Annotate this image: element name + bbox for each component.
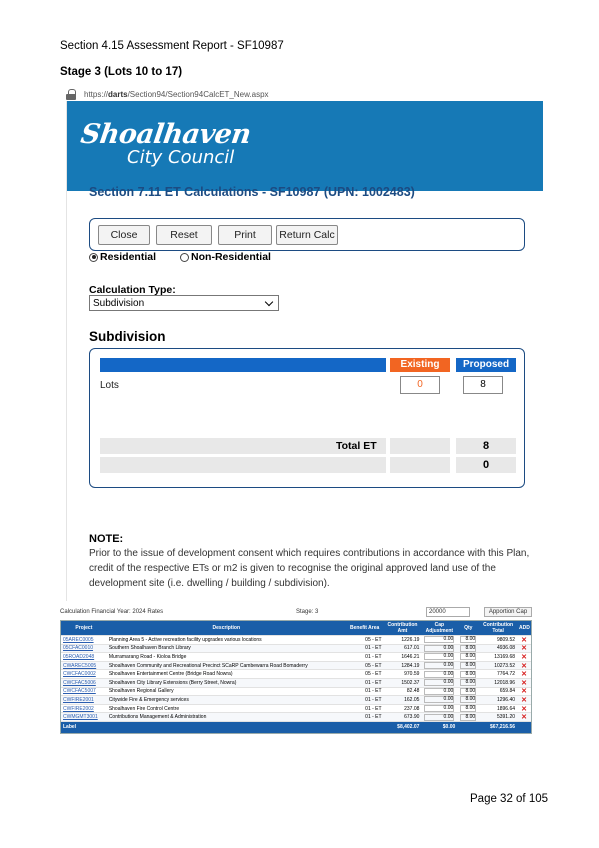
subdivision-heading: Subdivision: [89, 329, 166, 344]
contribution-amt-cell: 970.59: [404, 671, 420, 678]
delete-icon[interactable]: ✕: [521, 688, 527, 696]
table-row: [61, 712, 531, 721]
qty-input[interactable]: 8.00: [460, 671, 476, 678]
net-existing-cell: [390, 457, 450, 473]
qty-input[interactable]: 8.00: [460, 636, 476, 643]
contribution-total-cell: 1296.40: [496, 696, 516, 703]
contribution-amt-cell: 1646.21: [401, 653, 420, 660]
cap-adjustment-input[interactable]: 0.00: [424, 705, 454, 712]
qty-input[interactable]: 8.00: [460, 705, 476, 712]
cap-adjustment-input[interactable]: 0.00: [424, 662, 454, 669]
return-calc-button[interactable]: Return Calc: [276, 225, 338, 245]
description-cell: Contributions Management & Administration: [108, 714, 207, 721]
project-link[interactable]: CWFIRE2002: [63, 705, 94, 712]
contribution-amt-cell: 82.48: [406, 688, 420, 695]
benefit-area-cell: 01 - ET: [365, 696, 382, 703]
council-banner: [67, 101, 543, 191]
qty-input[interactable]: 8.00: [460, 645, 476, 652]
delete-icon[interactable]: ✕: [521, 696, 527, 704]
contribution-amt-cell: 1284.19: [401, 662, 420, 669]
table-row: [61, 678, 531, 687]
description-cell: Southern Shoalhaven Branch Library: [108, 645, 191, 652]
cap-adjustment-input[interactable]: 0.00: [424, 679, 454, 686]
subdivision-panel: [89, 348, 525, 488]
benefit-area-cell: 01 - ET: [365, 688, 382, 695]
calc-type-select[interactable]: [89, 295, 279, 311]
net-et-value: 0: [482, 459, 490, 471]
footer-amt-total: $8,402.07: [397, 724, 420, 731]
benefit-area-cell: 01 - ET: [365, 714, 382, 721]
url-path: /Section94/Section94CalcET_New.aspx: [127, 89, 269, 99]
cap-adjustment-input[interactable]: 0.00: [424, 653, 454, 660]
project-link[interactable]: CWFIRE2001: [63, 696, 94, 703]
calc-screenshot: [66, 101, 542, 601]
existing-lots-input[interactable]: 0: [400, 376, 440, 394]
benefit-area-cell: 05 - ET: [365, 671, 382, 678]
total-et-label: Total ET: [336, 440, 377, 452]
residential-radio-label: Residential: [100, 251, 157, 263]
footer-label: Label: [63, 724, 77, 731]
caption-stage: Stage: 3: [296, 609, 319, 615]
contribution-amt-cell: 1226.19: [401, 636, 420, 643]
chevron-down-icon: [265, 297, 273, 305]
delete-icon[interactable]: ✕: [521, 679, 527, 687]
delete-icon[interactable]: ✕: [521, 705, 527, 713]
contribution-total-cell: 659.84: [499, 688, 516, 695]
delete-icon[interactable]: ✕: [521, 636, 527, 644]
lock-icon: [66, 89, 76, 100]
note-heading: NOTE:: [89, 533, 124, 545]
contribution-total-cell: 5391.20: [496, 714, 516, 721]
qty-input[interactable]: 8.00: [460, 679, 476, 686]
header-benefit-area: Benefit Area: [350, 625, 380, 631]
qty-input[interactable]: 8.00: [460, 696, 476, 703]
calc-title: Section 7.11 ET Calculations - SF10987 (UPN: 1002483): [89, 185, 415, 199]
cap-adjustment-input[interactable]: 0.00: [424, 696, 454, 703]
url-host: darts: [108, 89, 128, 99]
contribution-total-cell: 13169.68: [494, 653, 516, 660]
lots-row-label: Lots: [100, 380, 119, 391]
table-body: [61, 635, 531, 721]
contribution-total-cell: 7764.72: [496, 671, 516, 678]
table-header-row: [61, 621, 531, 635]
project-link[interactable]: CWAREC5005: [63, 662, 97, 669]
contribution-total-cell: 9809.52: [496, 636, 516, 643]
qty-input[interactable]: 8.00: [460, 653, 476, 660]
table-row: [61, 687, 531, 696]
qty-input[interactable]: 8.00: [460, 688, 476, 695]
print-button[interactable]: Print: [218, 225, 272, 245]
header-add: ADD: [519, 625, 530, 631]
non-residential-radio[interactable]: [180, 253, 189, 262]
total-existing-cell: [390, 438, 450, 454]
contributions-table: [60, 620, 532, 734]
cap-adjustment-input[interactable]: 0.00: [424, 714, 454, 721]
contribution-amt-cell: 617.01: [404, 645, 420, 652]
project-link[interactable]: CWCFAC0002: [63, 671, 96, 678]
calc-type-value: Subdivision: [93, 297, 145, 309]
contribution-total-cell: 12018.96: [494, 679, 516, 686]
contribution-amt-cell: 237.08: [404, 705, 420, 712]
footer-grand-total: $67,216.56: [490, 724, 516, 731]
page-number: Page 32 of 105: [470, 793, 549, 805]
residential-radio[interactable]: [89, 253, 98, 262]
table-row: [61, 704, 531, 713]
contribution-total-cell: 1896.64: [496, 705, 516, 712]
header-description: Description: [212, 625, 241, 631]
close-button[interactable]: Close: [98, 225, 150, 245]
header-cap-adjustment: Cap Adjustment: [425, 622, 454, 634]
logo-sub: City Council: [127, 147, 235, 168]
total-et-value: 8: [482, 440, 490, 452]
cap-adjustment-input[interactable]: 0.00: [424, 636, 454, 643]
benefit-area-cell: 01 - ET: [365, 645, 382, 652]
table-row: [61, 661, 531, 670]
cap-adjustment-input[interactable]: 0.00: [424, 645, 454, 652]
benefit-area-cell: 01 - ET: [365, 705, 382, 712]
contribution-amt-cell: 162.05: [404, 696, 420, 703]
qty-input[interactable]: 8.00: [460, 662, 476, 669]
header-contribution-amt: Contribution Amt: [387, 622, 418, 634]
calc-type-label: Calculation Type:: [89, 284, 176, 296]
header-qty: Qty: [464, 625, 473, 631]
description-cell: Shoalhaven Regional Gallery: [108, 688, 174, 695]
benefit-area-cell: 05 - ET: [365, 636, 382, 643]
net-label-cell: [100, 457, 386, 473]
contribution-total-cell: 10273.52: [494, 662, 516, 669]
project-link[interactable]: CWCFAC5006: [63, 679, 96, 686]
table-footer-row: [61, 721, 531, 733]
table-row: [61, 669, 531, 678]
proposed-lots-input[interactable]: 8: [463, 376, 503, 394]
contribution-amt-cell: 1502.37: [401, 679, 420, 686]
delete-icon[interactable]: ✕: [521, 671, 527, 679]
land-use-radio-group: [89, 251, 295, 263]
description-cell: Planning Area 5 - Active recreation facility upgrades various locations: [108, 636, 262, 643]
project-link[interactable]: 05ROAD2048: [63, 653, 95, 660]
project-link[interactable]: 05AREC0005: [63, 636, 94, 643]
cap-adjustment-input[interactable]: 0.00: [424, 688, 454, 695]
project-link[interactable]: CWMGMT3001: [63, 714, 98, 721]
delete-icon[interactable]: ✕: [521, 645, 527, 653]
contribution-amt-cell: 673.90: [404, 714, 420, 721]
table-caption: [60, 606, 542, 618]
qty-input[interactable]: 8.00: [460, 714, 476, 721]
logo-main: Shoalhaven: [78, 119, 253, 150]
header-blank-cell: [100, 358, 386, 372]
project-link[interactable]: CWCFAC5007: [63, 688, 96, 695]
delete-icon[interactable]: ✕: [521, 714, 527, 722]
table-row: [61, 644, 531, 653]
delete-icon[interactable]: ✕: [521, 662, 527, 670]
browser-url-bar[interactable]: [66, 86, 269, 102]
delete-icon[interactable]: ✕: [521, 653, 527, 661]
table-row: [61, 695, 531, 704]
note-text: Prior to the issue of development consent which requires contributions in accordance with this Plan, credit of the respective ETs or m2 is given to recognise the original approved land use of the development site (i.e. dwelling / building / subdivision).: [89, 548, 530, 589]
description-cell: Murramarang Road - Kioloa Bridge: [108, 653, 187, 660]
benefit-area-cell: 01 - ET: [365, 653, 382, 660]
table-row: [61, 652, 531, 661]
contributions-section: [60, 606, 542, 734]
cap-adjustment-input[interactable]: 0.00: [424, 671, 454, 678]
button-panel: [89, 218, 525, 251]
description-cell: Shoalhaven Community and Recreational Precinct SCaRP Cambewarra Road Bomaderry: [108, 662, 308, 669]
description-cell: Citywide Fire & Emergency services: [108, 696, 189, 703]
benefit-area-cell: 05 - ET: [365, 662, 382, 669]
table-row: [61, 635, 531, 644]
subdivision-header-row: [100, 358, 516, 372]
benefit-area-cell: 01 - ET: [365, 679, 382, 686]
url-prefix: https://: [84, 89, 109, 99]
caption-year: Calculation Financial Year: 2024 Rates: [60, 609, 164, 615]
description-cell: Shoalhaven Entertainment Centre (Bridge Road Nowra): [108, 671, 233, 678]
existing-column-header: Existing: [390, 358, 450, 372]
project-link[interactable]: 05CFAC0010: [63, 645, 94, 652]
stage-title: Stage 3 (Lots 10 to 17): [60, 66, 183, 78]
reset-button[interactable]: Reset: [156, 225, 212, 245]
footer-cap-total: $0.00: [442, 724, 456, 731]
year-input[interactable]: 20000: [426, 607, 470, 617]
contribution-total-cell: 4936.08: [496, 645, 516, 652]
apportion-cap-button[interactable]: Apportion Cap: [484, 607, 532, 617]
header-project: Project: [75, 625, 93, 631]
description-cell: Shoalhaven Fire Control Centre: [108, 705, 180, 712]
non-residential-radio-label: Non-Residential: [191, 251, 271, 263]
document-header: Section 4.15 Assessment Report - SF10987: [60, 40, 284, 52]
header-contribution-total: Contribution Total: [483, 622, 514, 634]
description-cell: Shoalhaven City Library Extensions (Berry Street, Nowra): [108, 679, 237, 686]
proposed-column-header: Proposed: [456, 358, 516, 372]
